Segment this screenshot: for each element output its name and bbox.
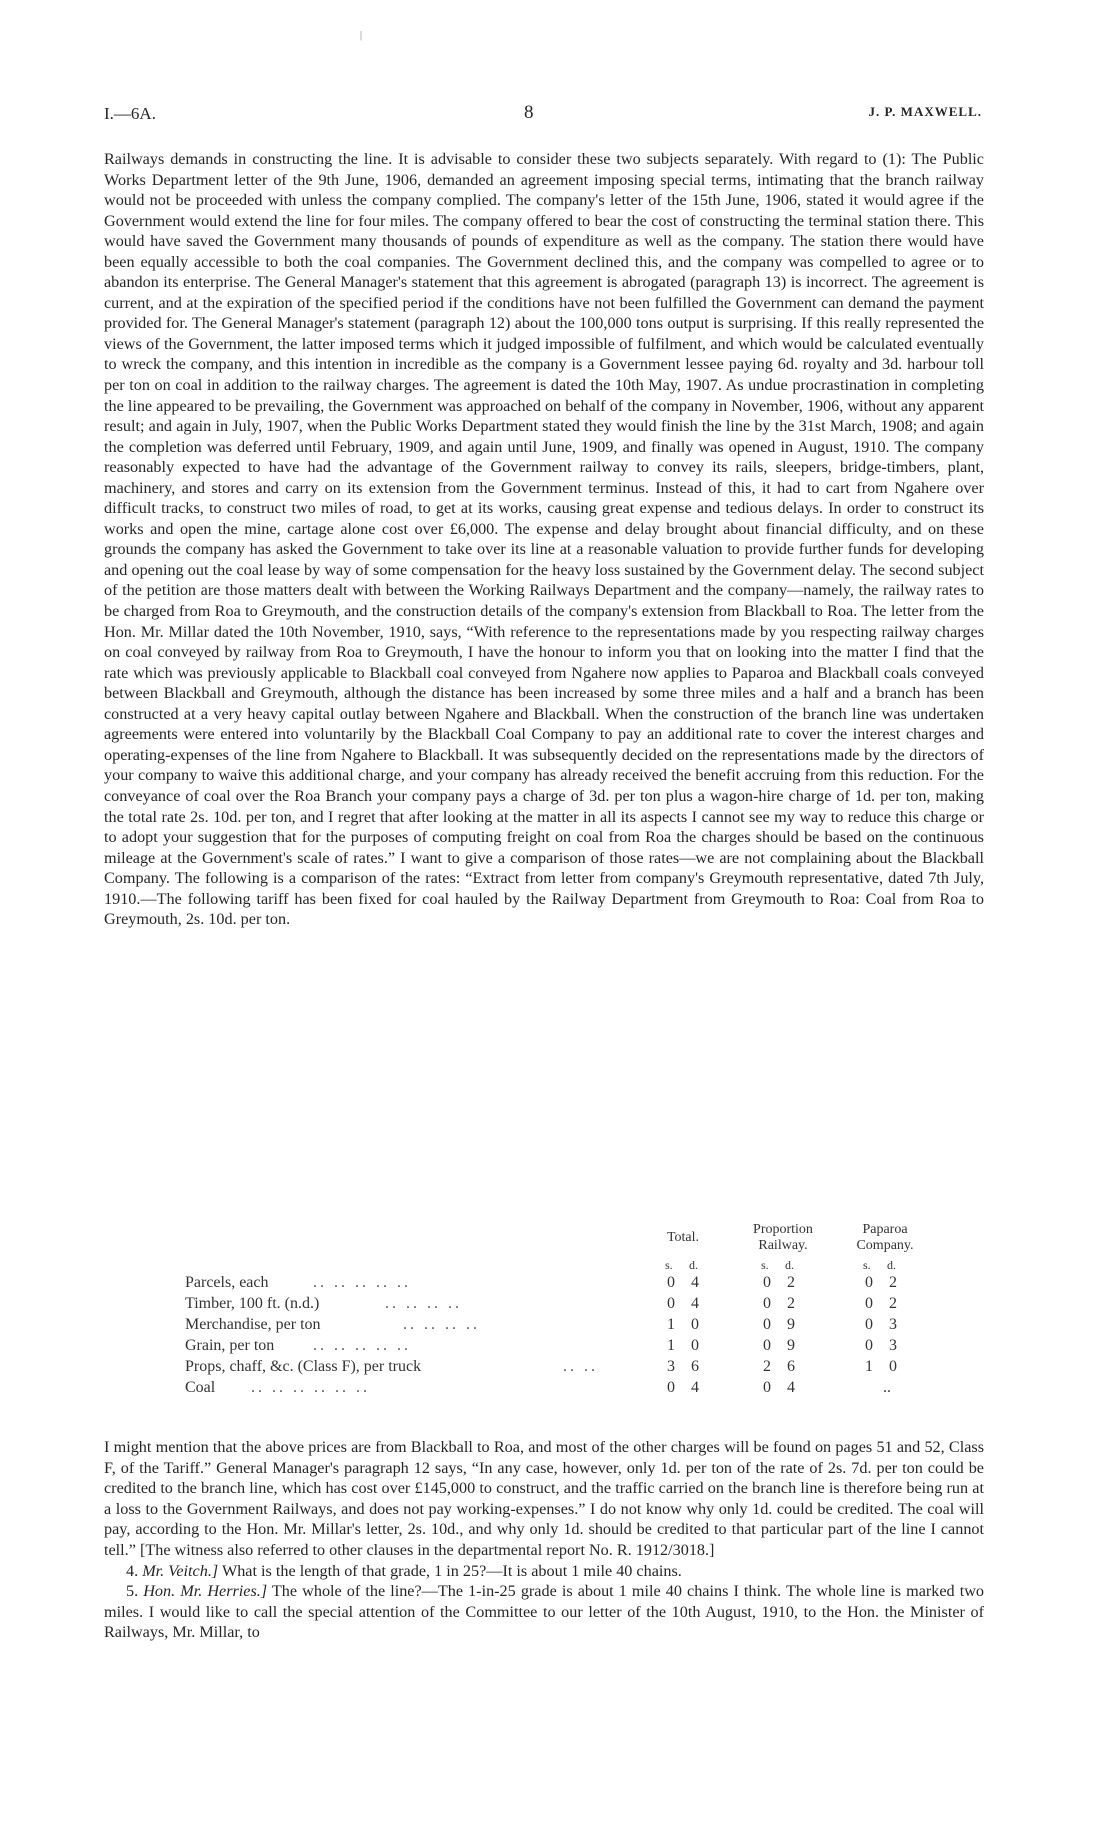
body-text-continued xyxy=(104,1437,984,1643)
cell-total-s: 1 xyxy=(667,1337,675,1354)
col-header-paparoa-line2: Company. xyxy=(856,1238,914,1253)
paragraph-testimony: Railways demands in constructing the line. It is advisable to consider these two subjects separately. With regard to (1): The Public Works Department letter of the 9th June, 1906, demanded an agreement imposing special terms, intimating that the branch railway would not be proceeded with unless the company complied. The company's letter of the 15th June, 1906, stated it would agree if the Government would extend the line for four miles. The company offered to bear the cost of constructing the terminal station there. This would have saved the Government many thousands of pounds of expenditure as well as the company. The station there would have been equally accessible to both the coal companies. The Government declined this, and the company was compelled to agree or to abandon its enterprise. The General Manager's statement that this agreement is abrogated (paragraph 13) is incorrect. The agreement is current, and at the expiration of the specified period if the conditions have not been fulfilled the Government can demand the payment provided for. The General Manager's statement (paragraph 12) about the 100,000 tons output is surprising. If this really represented the views of the Government, the latter imposed terms which it judged impossible of fulfilment, and which would be calculated eventually to wreck the company, and this intention in incredible as the company is a Government lessee paying 6d. royalty and 3d. harbour toll per ton on coal in addition to the railway charges. The agreement is dated the 10th May, 1907. As undue procrastination in completing the line appeared to be prevailing, the Government was approached on behalf of the company in November, 1906, without any apparent result; and again in July, 1907, when the Public Works Department stated they would finish the line by the 31st March, 1908; and again the completion was deferred until February, 1909, and again until June, 1909, and finally was opened in August, 1910. The company reasonably expected to have had the advantage of the Government railway to convey its rails, sleepers, bridge-timbers, plant, machinery, and stores and carry on its extension from the Government terminus. Instead of this, it had to cart from Ngahere over difficult tracks, to construct two miles of road, to get at its works, causing great expense and tedious delays. In order to construct its works and open the mine, cartage alone cost over £6,000. The expense and delay brought about financial difficulty, and on these grounds the company has asked the Government to take over its line at a reasonable valuation to provide further funds for developing and opening out the coal lease by way of some compensation for the heavy loss sustained by the Government delay. The second subject of the petition are those matters dealt with between the Working Railways Department and the company—namely, the railway rates to be charged from Roa to Greymouth, and the construction details of the company's extension from Blackball to Roa. The letter from the Hon. Mr. Millar dated the 10th November, 1910, says, “With reference to the representations made by you respecting railway charges on coal conveyed by railway from Roa to Greymouth, I have the honour to inform you that on looking into the matter I find that the rate which was previously applicable to Blackball coal conveyed from Ngahere now applies to Paparoa and Blackball coals conveyed between Blackball and Greymouth, although the distance has been increased by some three miles and a half and a branch has been constructed at a very heavy capital outlay between Ngahere and Blackball. When the construction of the branch line was undertaken agreements were entered into voluntarily by the Blackball Coal Company to pay an additional rate to cover the interest charges and operating-expenses of the line from Ngahere to Blackball. It was subsequently decided on the representations made by the directors of your company to waive this additional charge, and your company has already received the benefit accruing from this reduction. For the conveyance of coal over the Roa Branch your company pays a charge of 3d. per ton plus a wagon-hire charge of 1d. per ton, making the total rate 2s. 10d. per ton, and I regret that after looking at the matter in all its aspects I cannot see my way to reduce this charge or to adopt your suggestion that for the purposes of computing freight on coal from Roa the charges should be based on the continuous mileage at the Government's scale of rates.” I want to give a comparison of those rates—we are not complaining about the Blackball Company. The following is a comparison of the rates: “Extract from letter from company's Greymouth representative, dated 7th July, 1910.—The following tariff has been fixed for coal hauled by the Railway Department from Greymouth to Roa: Coal from Roa to Greymouth, 2s. 10d. per ton. xyxy=(104,150,984,929)
col-header-paparoa xyxy=(835,1222,935,1254)
leader-dots: .. .. .. .. xyxy=(385,1295,462,1312)
body-text xyxy=(104,149,984,930)
leader-dots: .. .. .. .. .. .. xyxy=(251,1379,370,1396)
leader-dots: .. .. .. .. .. xyxy=(313,1274,411,1291)
cell-paparoa-s: 0 xyxy=(865,1274,873,1291)
table-row xyxy=(185,1316,975,1337)
cell-paparoa-d: 3 xyxy=(889,1316,897,1333)
cell-paparoa-s: 0 xyxy=(865,1316,873,1333)
cell-total-d: 0 xyxy=(691,1316,699,1333)
cell-total-s: 1 xyxy=(667,1316,675,1333)
top-mark: | xyxy=(360,30,363,41)
leader-dots: .. .. .. .. xyxy=(403,1316,480,1333)
row-label: Coal xyxy=(185,1379,216,1396)
header-reference: I.—6A. xyxy=(104,104,156,123)
table-row xyxy=(185,1295,975,1316)
leader-dots: .. .. .. .. .. xyxy=(313,1337,411,1354)
cell-total-s: 0 xyxy=(667,1274,675,1291)
cell-total-s: 0 xyxy=(667,1379,675,1396)
col-header-paparoa-line1: Paparoa xyxy=(862,1222,908,1237)
cell-railway-s: 0 xyxy=(763,1337,771,1354)
table-row xyxy=(185,1274,975,1295)
unit-s-paparoa: s. xyxy=(863,1258,871,1272)
question-5-text: The whole of the line?—The 1-in-25 grade is about 1 mile 40 chains I think. The whole line is marked two miles. I would like to call the special attention of the Committee to our letter of the 10th August, 1910, to the Hon. the Minister of Railways, Mr. Millar, to xyxy=(104,1582,984,1642)
cell-railway-d: 2 xyxy=(787,1274,795,1291)
question-5-speaker: Hon. Mr. Herries.] xyxy=(143,1582,268,1601)
row-label: Parcels, each xyxy=(185,1274,269,1291)
cell-total-s: 0 xyxy=(667,1295,675,1312)
unit-s-total: s. xyxy=(665,1258,673,1272)
col-header-railway-line1: Proportion xyxy=(753,1222,813,1237)
cell-railway-s: 0 xyxy=(763,1379,771,1396)
question-5-number: 5. xyxy=(126,1582,139,1601)
cell-railway-d: 9 xyxy=(787,1337,795,1354)
cell-railway-s: 0 xyxy=(763,1274,771,1291)
table-row xyxy=(185,1337,975,1358)
col-header-total: Total. xyxy=(666,1230,700,1245)
unit-d-railway: d. xyxy=(785,1258,794,1272)
cell-paparoa-s: 0 xyxy=(865,1337,873,1354)
question-4-text: What is the length of that grade, 1 in 25?—It is about 1 mile 40 chains. xyxy=(221,1561,682,1580)
question-4 xyxy=(104,1561,984,1582)
row-label: Grain, per ton xyxy=(185,1337,275,1354)
unit-s-railway: s. xyxy=(761,1258,769,1272)
leader-dots: .. .. xyxy=(563,1358,598,1375)
cell-paparoa-d: .. xyxy=(883,1379,891,1396)
cell-paparoa-s: 0 xyxy=(865,1295,873,1312)
cell-railway-d: 6 xyxy=(787,1358,795,1375)
cell-railway-d: 9 xyxy=(787,1316,795,1333)
unit-d-total: d. xyxy=(689,1258,698,1272)
unit-d-paparoa: d. xyxy=(887,1258,896,1272)
cell-paparoa-d: 3 xyxy=(889,1337,897,1354)
question-5 xyxy=(104,1581,984,1643)
table-row xyxy=(185,1358,975,1379)
cell-total-s: 3 xyxy=(667,1358,675,1375)
cell-total-d: 4 xyxy=(691,1295,699,1312)
cell-railway-s: 0 xyxy=(763,1316,771,1333)
header-witness-name: J. P. MAXWELL. xyxy=(868,104,982,119)
cell-total-d: 0 xyxy=(691,1337,699,1354)
row-label: Props, chaff, &c. (Class F), per truck xyxy=(185,1358,422,1375)
row-label: Merchandise, per ton xyxy=(185,1316,321,1333)
cell-total-d: 4 xyxy=(691,1379,699,1396)
cell-railway-s: 0 xyxy=(763,1295,771,1312)
cell-paparoa-d: 0 xyxy=(889,1358,897,1375)
row-label: Timber, 100 ft. (n.d.) xyxy=(185,1295,320,1312)
cell-paparoa-s: 1 xyxy=(865,1358,873,1375)
paragraph-after-table: I might mention that the above prices are from Blackball to Roa, and most of the other charges will be found on pages 51 and 52, Class F, of the Tariff.” General Manager's paragraph 12 says, “In any case, however, only 1d. per ton of the rate of 2s. 7d. per ton could be credited to the branch line, which has cost over £145,000 to construct, and the traffic carried on the branch line is therefore being run at a loss to the Government Railways, and does not pay working-expenses.” I do not know why only 1d. could be credited. The coal will pay, according to the Hon. Mr. Millar's letter, 2s. 10d., and why only 1d. should be credited to that particular part of the line I cannot tell.” [The witness also referred to other clauses in the departmental report No. R. 1912/3018.] xyxy=(104,1438,984,1559)
cell-railway-s: 2 xyxy=(763,1358,771,1375)
cell-paparoa-d: 2 xyxy=(889,1295,897,1312)
table-row xyxy=(185,1379,975,1400)
page-header xyxy=(104,104,982,128)
page-number: 8 xyxy=(524,102,534,123)
question-4-speaker: Mr. Veitch.] xyxy=(142,1561,219,1580)
cell-railway-d: 2 xyxy=(787,1295,795,1312)
col-header-railway-line2: Railway. xyxy=(758,1238,808,1253)
cell-paparoa-d: 2 xyxy=(889,1274,897,1291)
question-4-number: 4. xyxy=(126,1561,139,1580)
cell-railway-d: 4 xyxy=(787,1379,795,1396)
cell-total-d: 6 xyxy=(691,1358,699,1375)
col-header-railway xyxy=(733,1222,833,1254)
cell-total-d: 4 xyxy=(691,1274,699,1291)
